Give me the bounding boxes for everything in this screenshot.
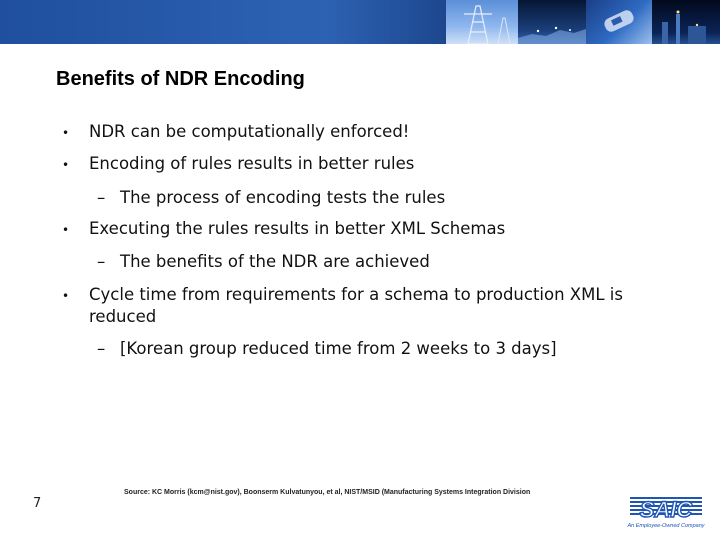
source-citation: Source: KC Morris (kcm@nist.gov), Boonserm Kulvatunyou, et al, NIST/MSID (Manufacturing Systems Integration Division	[124, 489, 531, 496]
bullet-item	[62, 218, 672, 240]
bullet-item	[62, 153, 672, 175]
bullet-item	[62, 284, 652, 328]
satellite-phone-photo	[586, 0, 652, 44]
bullet-text: Cycle time from requirements for a schema to production XML is reduced	[89, 285, 623, 326]
sub-bullet-text: The benefits of the NDR are achieved	[120, 252, 430, 271]
bullet-marker: •	[62, 289, 70, 303]
bullet-marker: •	[62, 223, 70, 237]
sub-bullet-marker: –	[97, 188, 106, 207]
svg-text:SAIC: SAIC	[639, 497, 693, 522]
page-number: 7	[33, 496, 42, 511]
refinery-night-photo	[652, 0, 720, 44]
saic-logo	[626, 492, 706, 532]
bullet-text: Encoding of rules results in better rules	[89, 154, 415, 173]
bullet-marker: •	[62, 126, 70, 140]
sub-bullet-item	[97, 251, 657, 273]
sub-bullet-item	[97, 338, 657, 360]
svg-text:An Employee-Owned Company: An Employee-Owned Company	[627, 523, 705, 529]
slide-title: Benefits of NDR Encoding	[56, 68, 305, 90]
header-photo-strip	[446, 0, 720, 44]
sub-bullet-marker: –	[97, 339, 106, 358]
bullet-text: NDR can be computationally enforced!	[89, 122, 410, 141]
bullet-item	[62, 121, 672, 143]
sub-bullet-text: The process of encoding tests the rules	[120, 188, 446, 207]
sub-bullet-item	[97, 187, 657, 209]
sub-bullet-marker: –	[97, 252, 106, 271]
bullet-marker: •	[62, 158, 70, 172]
sub-bullet-text: [Korean group reduced time from 2 weeks to 3 days]	[120, 339, 557, 358]
night-city-photo	[518, 0, 586, 44]
power-tower-photo	[446, 0, 518, 44]
bullet-text: Executing the rules results in better XML Schemas	[89, 219, 506, 238]
